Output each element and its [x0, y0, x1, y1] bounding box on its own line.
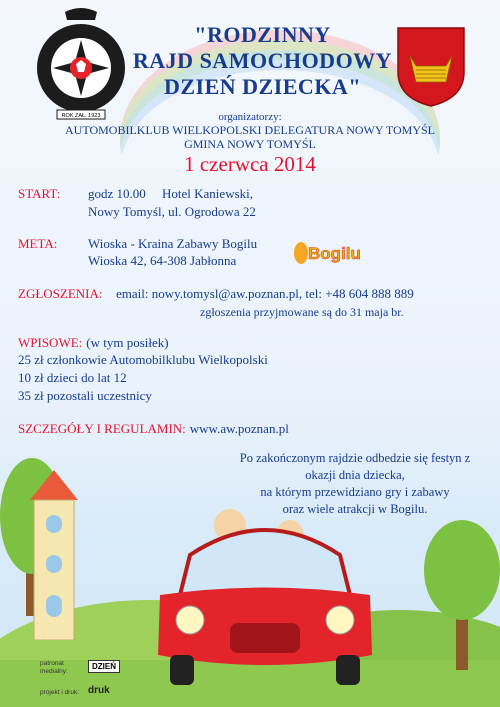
- start-label: START:: [18, 186, 61, 201]
- crown-icon: [65, 8, 97, 20]
- meta-label: META:: [18, 236, 58, 251]
- bogilu-mascot-icon: [294, 242, 308, 264]
- fee-note: (w tym posiłek): [86, 335, 169, 350]
- fee-item: 35 zł pozostali uczestnicy: [18, 388, 152, 403]
- automobilklub-badge: [35, 6, 127, 126]
- family-car-illustration: [150, 495, 380, 695]
- car-grille: [230, 623, 300, 653]
- registration-deadline: zgłoszenia przyjmowane są do 31 maja br.: [200, 305, 404, 319]
- start-line-1: godz 10.00 Hotel Kaniewski,: [88, 186, 254, 201]
- event-title: [120, 22, 405, 100]
- title-line: DZIEŃ DZIECKA": [163, 74, 362, 99]
- title-line: "RODZINNY: [194, 22, 331, 47]
- details-url[interactable]: www.aw.poznan.pl: [189, 421, 289, 436]
- meta-line-2: Wioska 42, 64-308 Jabłonna: [88, 253, 237, 268]
- dzien-logo: DZIEŃ: [88, 660, 120, 673]
- organizer-2: GMINA NOWY TOMYŚL: [184, 137, 316, 151]
- fee-header: [18, 334, 169, 352]
- meta-line-1: Wioska - Kraina Zabawy Bogilu: [88, 236, 258, 251]
- bogilu-logo: [294, 238, 361, 268]
- details-label: SZCZEGÓŁY I REGULAMIN:: [18, 421, 186, 436]
- media-patron-label: patronat medialny:: [40, 660, 68, 675]
- fee-label: WPISOWE:: [18, 335, 83, 350]
- closing-line: oraz wiele atrakcji w Bogilu.: [282, 502, 428, 516]
- closing-line: na którym przewidziano gry i zabawy: [260, 485, 450, 499]
- details-line: [18, 420, 289, 438]
- badge-year: ROK ZAŁ. 1923: [61, 113, 101, 119]
- fee-item: 25 zł członkowie Automobilklubu Wielkopolski: [18, 352, 268, 367]
- tree-crown-icon: [424, 520, 500, 620]
- headlight-left-icon: [176, 606, 204, 634]
- registration-label: ZGŁOSZENIA:: [18, 286, 103, 301]
- start-line-2: Nowy Tomyśl, ul. Ogrodowa 22: [88, 204, 256, 219]
- bogilu-logo-text: Bogilu: [308, 244, 361, 263]
- coat-of-arms: [396, 26, 466, 108]
- organizers-label: organizatorzy:: [218, 111, 282, 123]
- tree-right: [418, 520, 500, 670]
- wheel-left-icon: [170, 655, 194, 685]
- event-date: 1 czerwca 2014: [184, 152, 316, 176]
- title-line: RAJD SAMOCHODOWY: [132, 48, 393, 73]
- headlight-right-icon: [326, 606, 354, 634]
- wheel-right-icon: [336, 655, 360, 685]
- druk-logo: druk: [88, 685, 110, 696]
- organizer-1: AUTOMOBILKLUB WIELKOPOLSKI DELEGATURA NOWY TOMYŚL: [65, 123, 435, 137]
- closing-line: Po zakończonym rajdzie odbedzie się festyn z okazji dnia dziecka,: [239, 451, 471, 482]
- windshield: [180, 530, 350, 595]
- registration-contact: email: nowy.tomysl@aw.poznan.pl, tel: +48 604 888 889: [116, 286, 414, 301]
- tower-roof-icon: [30, 470, 78, 500]
- tower-illustration: [22, 470, 86, 640]
- print-label: projekt i druk:: [40, 689, 80, 696]
- fee-item: 10 zł dzieci do lat 12: [18, 370, 127, 385]
